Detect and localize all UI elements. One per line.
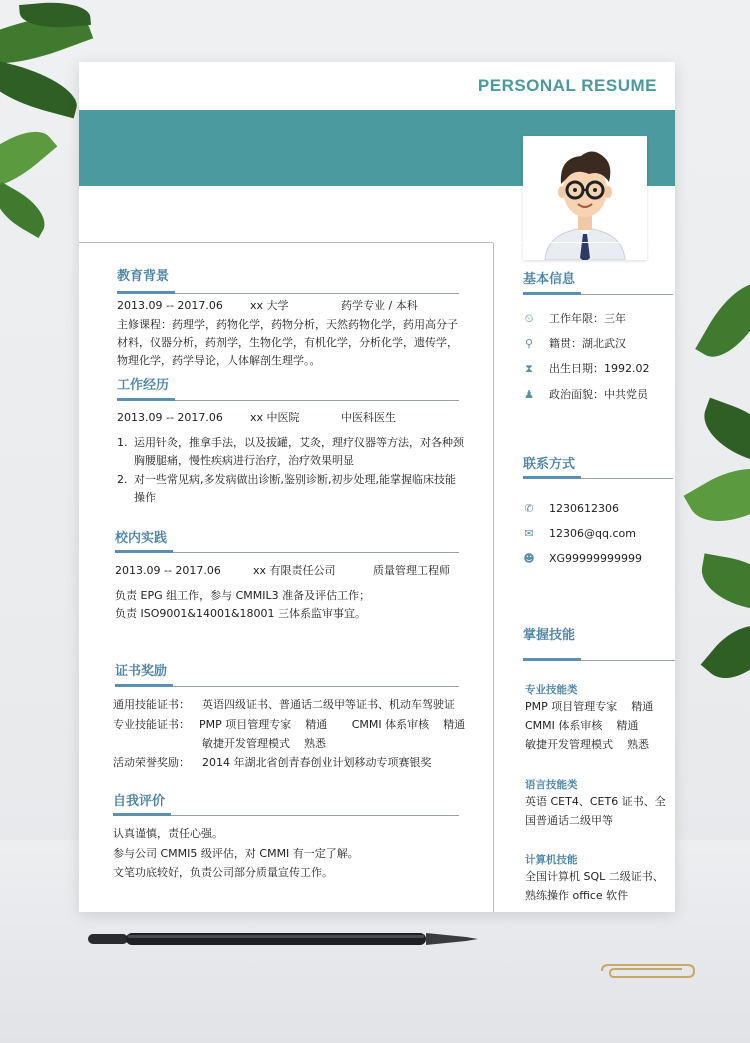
award-value: PMP 项目管理专家 精通 CMMI 体系审核 精通 <box>199 718 466 731</box>
work-item-line: 胸腰腿痛，慢性疾病进行治疗，治疗效果明显 <box>134 454 354 467</box>
basic-item: 籍贯：湖北武汉 <box>549 337 626 350</box>
self-line: 认真谨慎，责任心强。 <box>113 827 223 840</box>
work-item-line: 操作 <box>134 491 156 504</box>
skills-line: 敏捷开发管理模式 熟悉 <box>525 738 649 751</box>
work-title: 工作经历 <box>117 378 170 393</box>
self-line: 参与公司 CMMI5 级评估，对 CMMI 有一定了解。 <box>113 847 359 860</box>
skills-line: 熟练操作 office 软件 <box>525 889 629 902</box>
work-role: 中医科医生 <box>341 411 396 424</box>
contact-title: 联系方式 <box>523 457 576 472</box>
skills-line: 国普通话二级甲等 <box>525 814 613 827</box>
hourglass-icon: ⧗ <box>525 362 533 375</box>
basic-title: 基本信息 <box>523 272 576 287</box>
education-courses-line: 材料，仪器分析，药剂学，生物化学，有机化学，分析化学，遗传学， <box>117 336 458 349</box>
email-icon: ✉ <box>524 527 534 540</box>
skills-group-title: 计算机技能 <box>525 854 578 866</box>
paper-clip <box>596 962 696 980</box>
skills-group-title: 专业技能类 <box>525 684 578 696</box>
education-courses-line: 主修课程：药理学，药物化学，药物分析，天然药物化学，药用高分子 <box>117 318 458 331</box>
education-title: 教育背景 <box>117 269 170 284</box>
campus-title: 校内实践 <box>115 531 168 546</box>
work-item-number: 2. <box>117 473 128 486</box>
contact-email: 12306@qq.com <box>549 527 636 540</box>
award-label: 通用技能证书： <box>113 698 190 711</box>
pen <box>88 930 478 948</box>
award-label: 活动荣誉奖励： <box>113 756 190 769</box>
award-label: 专业技能证书： <box>113 718 190 731</box>
person-icon: ♟ <box>524 388 534 401</box>
wechat-icon: ☻ <box>523 552 535 565</box>
self-title: 自我评价 <box>113 794 166 809</box>
education-courses-line: 物理化学，药学导论，人体解剖生理学。。 <box>117 354 321 367</box>
resume-title: PERSONAL RESUME <box>477 76 657 95</box>
work-years-icon: ⏲ <box>524 312 534 325</box>
award-value: 英语四级证书、普通话二级甲等证书、机动车驾驶证 <box>202 698 455 711</box>
basic-item: 政治面貌：中共党员 <box>549 388 648 401</box>
education-major: 药学专业 / 本科 <box>341 299 418 312</box>
campus-line: 负责 EPG 组工作，参与 CMMIL3 准备及评估工作； <box>115 589 371 602</box>
skills-line: PMP 项目管理专家 精通 <box>525 700 654 713</box>
work-item-number: 1. <box>117 436 128 449</box>
award-value: 2014 年湖北省创青春创业计划移动专项赛银奖 <box>202 756 432 769</box>
skills-line: 全国计算机 SQL 二级证书、 <box>525 870 664 883</box>
work-item-line: 运用针灸，推拿手法，以及拔罐，艾灸，理疗仪器等方法，对各种颈 <box>134 436 464 449</box>
location-pin-icon: ⚲ <box>524 337 534 350</box>
campus-role: 质量管理工程师 <box>373 564 450 577</box>
contact-wechat: XG99999999999 <box>549 552 643 565</box>
campus-period: 2013.09 -- 2017.06 <box>115 564 221 577</box>
work-org: xx 中医院 <box>250 411 300 424</box>
work-item-line: 对一些常见病,多发病做出诊断,鉴别诊断,初步处理,能掌握临床技能 <box>134 473 456 486</box>
skills-line: CMMI 体系审核 精通 <box>525 719 639 732</box>
skills-group-title: 语言技能类 <box>525 779 578 791</box>
contact-phone: 1230612306 <box>549 502 619 515</box>
self-line: 文笔功底较好，负责公司部分质量宣传工作。 <box>113 866 333 879</box>
skills-title: 掌握技能 <box>523 628 576 643</box>
basic-item: 出生日期：1992.02 <box>549 362 650 375</box>
skills-line: 英语 CET4、CET6 证书、全 <box>525 795 666 808</box>
campus-line: 负责 ISO9001&14001&18001 三体系监审事宜。 <box>115 607 367 620</box>
phone-icon: ✆ <box>524 502 534 515</box>
award-value: 敏捷开发管理模式 熟悉 <box>202 737 326 750</box>
education-period: 2013.09 -- 2017.06 <box>117 299 223 312</box>
work-period: 2013.09 -- 2017.06 <box>117 411 223 424</box>
campus-org: xx 有限责任公司 <box>253 564 336 577</box>
resume-page <box>79 62 675 912</box>
education-school: xx 大学 <box>250 299 289 312</box>
basic-item: 工作年限：三年 <box>549 312 626 325</box>
awards-title: 证书奖励 <box>115 664 168 679</box>
